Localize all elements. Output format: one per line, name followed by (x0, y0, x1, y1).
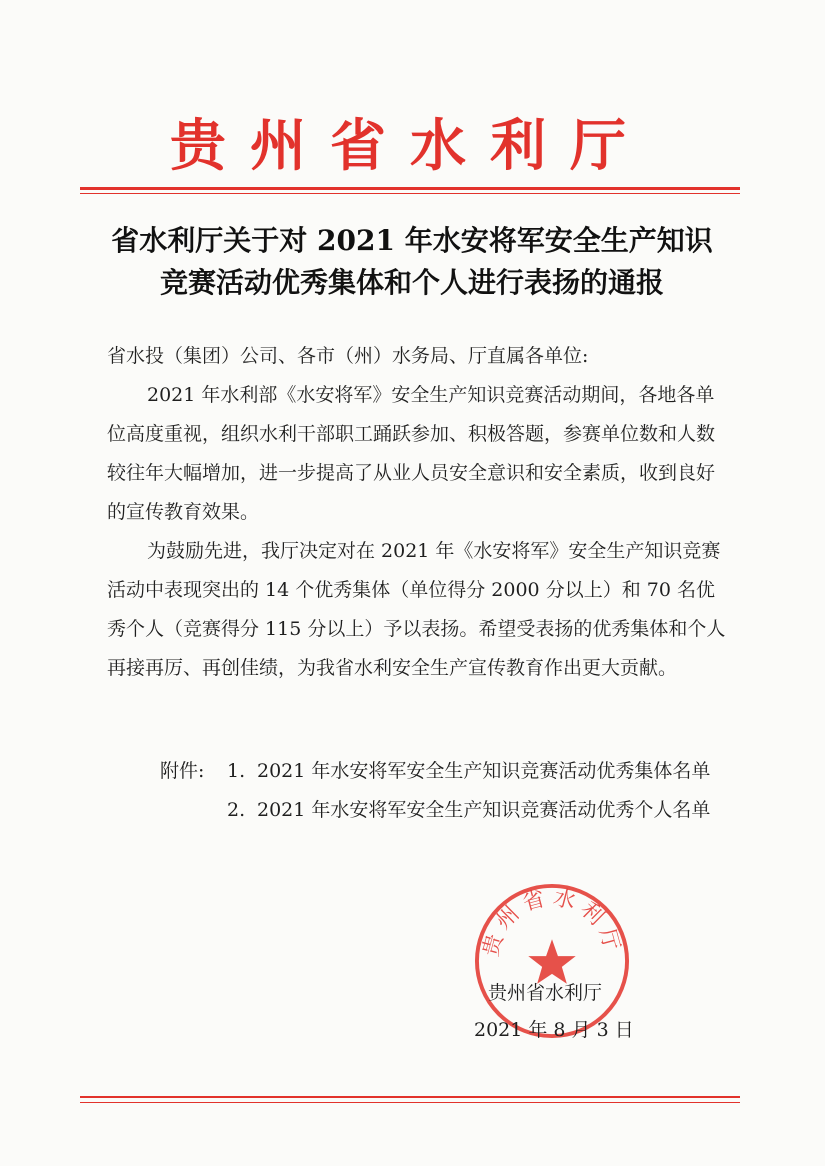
document-title (80, 220, 744, 304)
attachment-item (227, 791, 740, 830)
document-title-line-1: 省水利厅关于对 2021 年水安将军安全生产知识 (111, 224, 713, 257)
attachments-section (160, 752, 740, 830)
masthead-red-rule-thin (80, 193, 740, 194)
svg-text:贵州省水利厅: 贵州省水利厅 (478, 885, 626, 960)
attachments-label: 附件: (160, 760, 205, 782)
attachment-item (227, 752, 740, 791)
attachment-title: 2021 年水安将军安全生产知识竞赛活动优秀集体名单 (257, 760, 711, 782)
attachment-title: 2021 年水安将军安全生产知识竞赛活动优秀个人名单 (257, 799, 711, 821)
body-paragraph-1: 2021 年水利部《水安将军》安全生产知识竞赛活动期间，各地各单位高度重视，组织水利干部职工踊跃参加、积极答题，参赛单位数和人数较往年大幅增加，进一步提高了从业人员安全意识和安全素质，收到良好的宣传教育效果。 (107, 384, 716, 523)
footer-red-rule-thin (80, 1102, 740, 1103)
document-title-line-2: 竞赛活动优秀集体和个人进行表扬的通报 (159, 266, 664, 299)
attachment-number: 1. (227, 760, 246, 782)
masthead-red-rule (80, 187, 740, 190)
body-paragraph-2: 为鼓励先进，我厅决定对在 2021 年《水安将军》安全生产知识竞赛活动中表现突出的 14 个优秀集体（单位得分 2000 分以上）和 70 名优秀个人（竞赛得分 115 分以上）予以表扬。希望受表扬的优秀集体和个人再接再厉、再创佳绩，为我省水利安全生产宣传教育作出更大贡献。 (107, 540, 726, 679)
masthead-org-name: 贵州省水利厅 (170, 113, 650, 179)
footer-red-rule (80, 1096, 740, 1098)
signature-organization: 贵州省水利厅 (488, 982, 603, 1004)
signature-date: 2021 年 8 月 3 日 (474, 1019, 634, 1041)
attachment-number: 2. (227, 799, 246, 821)
salutation: 省水投（集团）公司、各市（州）水务局、厅直属各单位: (107, 345, 589, 367)
